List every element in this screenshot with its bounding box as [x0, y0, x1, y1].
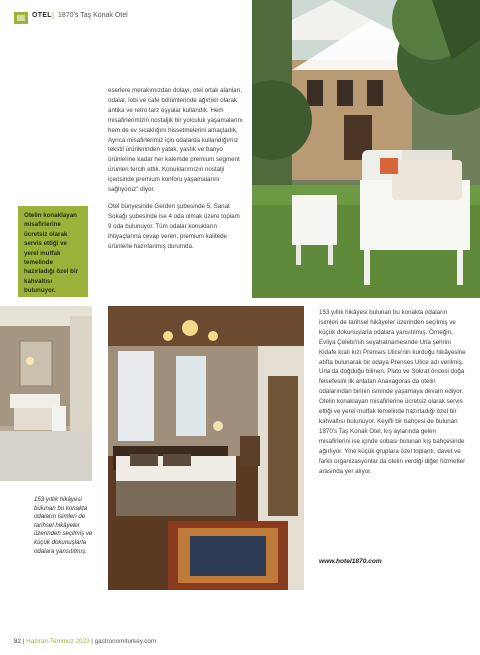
- footer-separator: |: [22, 638, 25, 645]
- page-number: 82: [14, 638, 22, 645]
- paragraph: 153 yıllık hikâyesi bulunan bu konakta odaların isimleri de tarihsel hikâyeler üzerinden seçilmiş ve küçük dokunuşlarla odalara yansıtılmış. Örneğin, Evliya Çelebi'nin seyahatnamesinde Urla şehrini Kidafe kralı kızı Prenses Ulice'nin kurduğu hikâyesine atıfta bulunarak bir odaya Prenses Ulice adı verilmiş. Urla'da doğduğu bilinen, Plato ve Sokrat öncesi doğa felsefesini ilk anlatan Anaxagoras da otelin odalarından birinin isminde yaşamaya devam ediyor. Otelin konaklayan misafirlerine ücretsiz olarak servis ettiği ve yerel mutfak temelinde hazırladığı özel bir kahvaltısı bulunuyor. Keyifli bir bahçesi de bulunan 1870's Taş Konak Otel, kış aylarında gelen misafirlerini ise içinde sobası bulunan kış bahçesinde ağırlıyor. Yine küçük gruplara özel toplantı, davet ve farklı organizasyonlar da otelin verdiği diğer hizmetler arasında yer alıyor.: [319, 309, 466, 475]
- photo-caption: 153 yıllık hikâyesi bulunan bu konakta odaların isimleri de tarihsel hikâyeler üzerinden seçilmiş ve küçük dokunuşlarla odalara yansıtılmış.: [34, 496, 93, 555]
- article-column-1: [108, 86, 243, 259]
- article-subtitle: 1870's Taş Konak Otel: [58, 12, 128, 19]
- section-icon: [14, 12, 28, 24]
- header-separator: |: [52, 11, 55, 20]
- section-label: OTEL: [32, 12, 52, 19]
- bedroom-photo: [108, 306, 304, 590]
- issue-date: Haziran-Temmuz 2023: [26, 638, 90, 645]
- website-link[interactable]: www.hotel1870.com: [319, 558, 382, 565]
- garden-photo: [252, 0, 480, 298]
- pull-quote: Otelin konaklayan misafirlerine ücretsiz olarak servis ettiği ve yerel mutfak temelinde hazırladığı özel bir kahvaltısı bulunuyor.: [18, 206, 88, 297]
- paragraph: Otel bünyesinde Gerden şubesinde 5, Sanat Sokağı şubesinde ise 4 oda olmak üzere toplam 9 oda bulunuyor. Tüm odalar konukların ihtiyaçlarına cevap veren, premium kalitede ürünlerle hazırlanmış durumda.: [108, 202, 240, 250]
- footer-site[interactable]: gastronomiturkey.com: [94, 638, 157, 645]
- bathroom-photo: [0, 306, 92, 481]
- article-column-3: [319, 308, 467, 483]
- footer-separator: |: [91, 638, 93, 645]
- paragraph: eserlere merakımızdan dolayı, otel ortak alanları, odalar, lobi ve cafe bölümlerinde ağırlıklı olarak antika ve retro tarz eşyalar kullandık. Hem misafirlerimizin nostaljik bir yolculuk yaşamalarını hem de ev sıcaklığını hissetmelerini amaçladık. Ayrıca misafirlerimiz için odalarda kullandığımız tekstil ürünlerinden yatak, yastık ve banyo ürünlerine kadar her kalemde premium segment ürünleri tercih ettik. Konuklarımızın nostalji içerisinde premium konforu yaşamalarını sağlıyoruz" diyor.: [108, 87, 243, 194]
- page-footer: [14, 638, 156, 645]
